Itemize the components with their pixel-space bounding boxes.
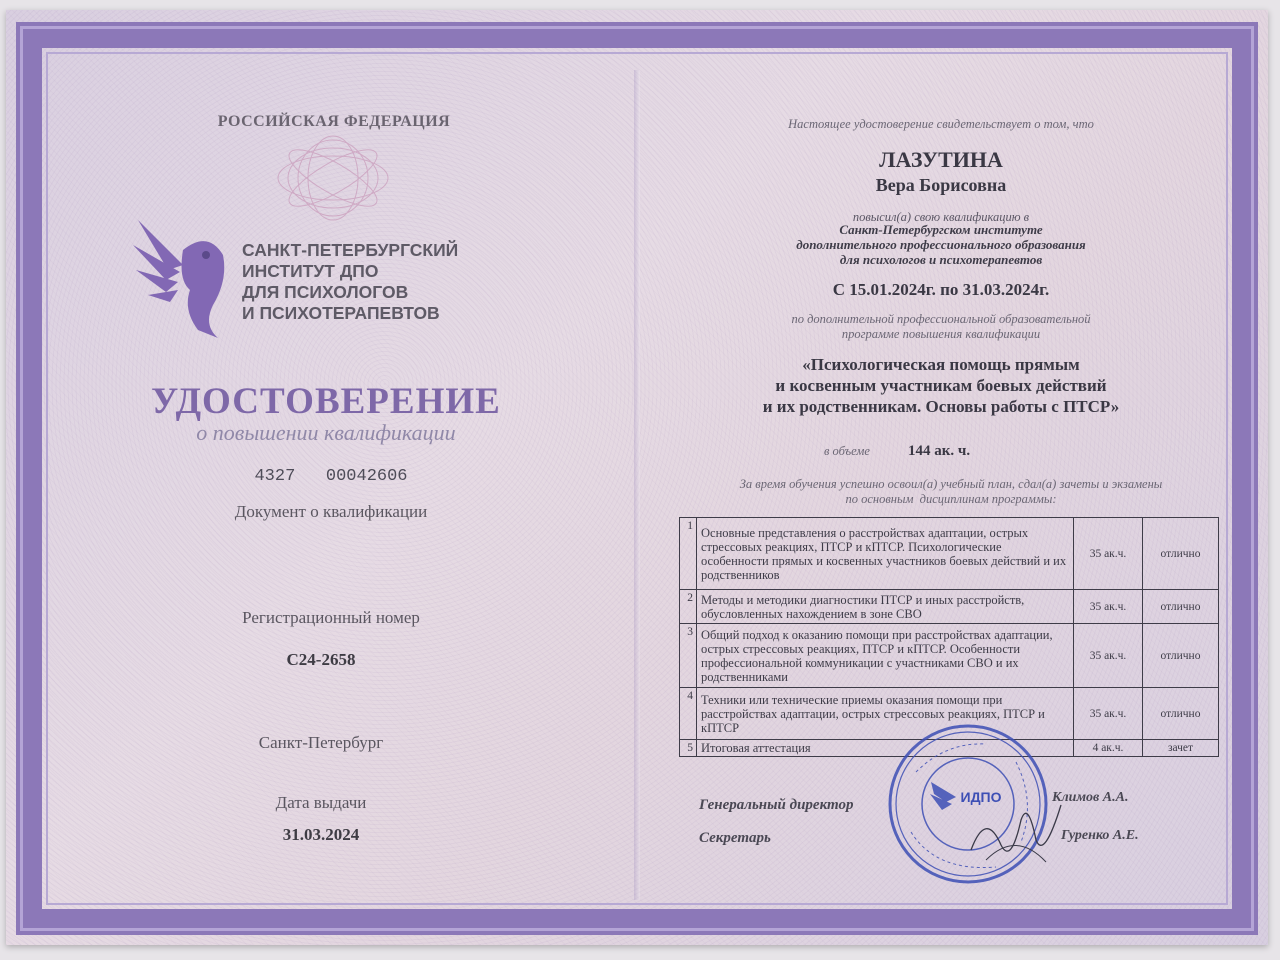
subject-hours: 35 ак.ч. bbox=[1074, 624, 1143, 688]
subject-number: 5 bbox=[680, 740, 697, 757]
subject-hours: 4 ак.ч. bbox=[1074, 740, 1143, 757]
issue-date: 31.03.2024 bbox=[282, 825, 360, 844]
table-row bbox=[680, 624, 1219, 688]
document-number: 4327 00042606 bbox=[254, 467, 408, 486]
certificate bbox=[6, 10, 1268, 945]
course-title-line: «Психологическая помощь прямым bbox=[802, 355, 1080, 374]
subject-grade: отлично bbox=[1143, 518, 1219, 590]
program-type-line: программе повышения квалификации bbox=[841, 327, 1041, 341]
exams-line: За время обучения успешно освоил(а) учебный план, сдал(а) зачеты и экзамены bbox=[739, 477, 1163, 491]
subject-number: 1 bbox=[680, 518, 697, 590]
table-row bbox=[680, 590, 1219, 624]
subject-number: 3 bbox=[680, 624, 697, 688]
secretary-name: Гуренко А.Е. bbox=[1061, 828, 1139, 843]
document-subtitle: о повышении квалификации bbox=[196, 420, 456, 445]
subject-title: Основные представления о расстройствах адаптации, острых стрессовых реакциях, ПТСР и кПТСР. Психологические особенности прямых и косвенных участников боевых действий и их родственников bbox=[697, 518, 1074, 590]
subject-grade: зачет bbox=[1143, 740, 1219, 757]
subject-hours: 35 ак.ч. bbox=[1074, 590, 1143, 624]
raised-qualification-text: повысил(а) свою квалификацию в bbox=[852, 210, 1030, 224]
guilloche-emblem bbox=[268, 128, 398, 228]
issue-date-label: Дата выдачи bbox=[275, 793, 367, 812]
course-title-line: и их родственникам. Основы работы с ПТСР» bbox=[762, 397, 1120, 416]
institute-full-line: Санкт-Петербургском институте bbox=[839, 222, 1043, 237]
institute-logo-icon bbox=[128, 210, 238, 340]
institute-line: ДЛЯ ПСИХОЛОГОВ bbox=[242, 282, 409, 302]
institute-full-line: дополнительного профессионального образования bbox=[796, 237, 1086, 252]
subject-title: Техники или технические приемы оказания помощи при расстройствах адаптации, острых стрессовых реакциях, ПТСР и кПТСР bbox=[697, 688, 1074, 740]
institute-full-name bbox=[706, 222, 1176, 267]
course-title bbox=[696, 354, 1186, 417]
study-period: С 15.01.2024г. по 31.03.2024г. bbox=[832, 280, 1050, 299]
fold-line bbox=[634, 70, 640, 900]
subject-grade: отлично bbox=[1143, 688, 1219, 740]
registration-number: С24-2658 bbox=[286, 650, 356, 669]
director-name: Климов А.А. bbox=[1052, 790, 1129, 805]
subject-title: Итоговая аттестация bbox=[697, 740, 1074, 757]
program-type bbox=[706, 312, 1176, 342]
subject-number: 4 bbox=[680, 688, 697, 740]
country-heading: РОССИЙСКАЯ ФЕДЕРАЦИЯ bbox=[217, 113, 451, 130]
institute-name bbox=[242, 240, 482, 324]
handwritten-signature bbox=[966, 790, 1076, 870]
subject-title: Общий подход к оказанию помощи при расстройствах адаптации, острых стрессовых реакциях, ПТСР и кПТСР. Особенности профессиональной коммуникации с участниками СВО и их родственниками bbox=[697, 624, 1074, 688]
institute-full-line: для психологов и психотерапевтов bbox=[839, 252, 1043, 267]
certify-intro: Настоящее удостоверение свидетельствует о том, что bbox=[788, 117, 1094, 131]
subject-hours: 35 ак.ч. bbox=[1074, 518, 1143, 590]
volume-label: в объеме bbox=[824, 444, 870, 458]
secretary-label: Секретарь bbox=[699, 830, 771, 846]
institute-line: САНКТ-ПЕТЕРБУРГСКИЙ bbox=[242, 240, 459, 260]
subject-hours: 35 ак.ч. bbox=[1074, 688, 1143, 740]
table-row bbox=[680, 518, 1219, 590]
volume-value: 144 ак. ч. bbox=[908, 443, 971, 459]
issue-city: Санкт-Петербург bbox=[258, 733, 384, 752]
document-title: УДОСТОВЕРЕНИЕ bbox=[151, 381, 501, 422]
institute-line: ИНСТИТУТ ДПО bbox=[242, 261, 379, 281]
program-type-line: по дополнительной профессиональной образовательной bbox=[791, 312, 1091, 326]
subjects-table bbox=[679, 517, 1219, 757]
holder-surname: ЛАЗУТИНА bbox=[879, 147, 1003, 172]
stamp-label: ИДПО bbox=[960, 789, 1002, 805]
subject-title: Методы и методики диагностики ПТСР и иных расстройств, обусловленных нахождением в зоне СВО bbox=[697, 590, 1074, 624]
exams-line: по основным дисциплинам программы: bbox=[845, 492, 1057, 506]
director-label: Генеральный директор bbox=[699, 797, 854, 813]
holder-names: Вера Борисовна bbox=[875, 175, 1007, 195]
registration-label: Регистрационный номер bbox=[242, 608, 420, 627]
document-type: Документ о квалификации bbox=[234, 502, 428, 521]
exams-text bbox=[696, 477, 1206, 507]
institute-line: И ПСИХОТЕРАПЕВТОВ bbox=[242, 303, 440, 323]
course-title-line: и косвенным участникам боевых действий bbox=[775, 376, 1107, 395]
subject-grade: отлично bbox=[1143, 590, 1219, 624]
subject-grade: отлично bbox=[1143, 624, 1219, 688]
subject-number: 2 bbox=[680, 590, 697, 624]
